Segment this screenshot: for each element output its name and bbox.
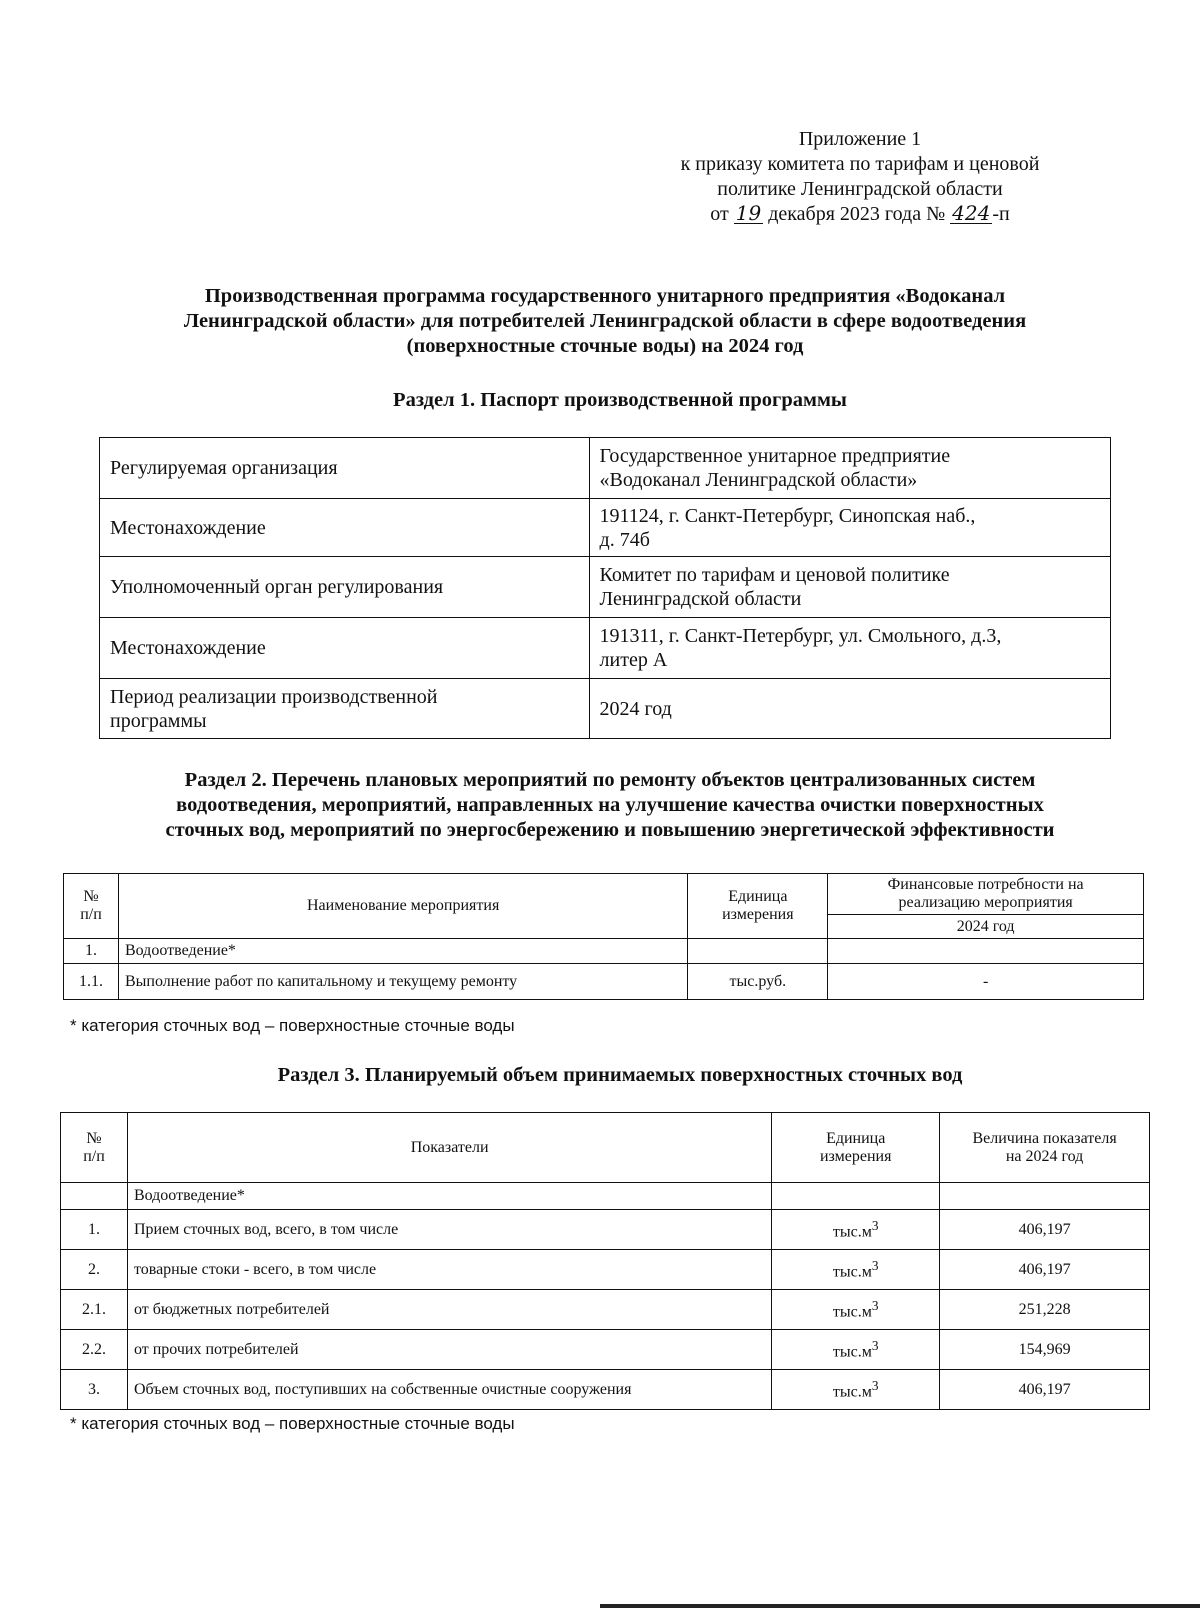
header-line: Единица (826, 1129, 886, 1147)
table-row (64, 939, 1144, 964)
cell-value (828, 939, 1144, 964)
cell-num: 2.1. (61, 1290, 128, 1330)
title-line-3: (поверхностные сточные воды) на 2024 год (406, 335, 804, 357)
cell-num: 3. (61, 1370, 128, 1410)
cell-value (940, 1183, 1150, 1210)
measures-table (63, 873, 1144, 1000)
cell-value: 406,197 (940, 1210, 1150, 1250)
unit-base: тыс.м (832, 1303, 872, 1321)
header-line: на 2024 год (1005, 1147, 1084, 1165)
header-line: Величина показателя (972, 1129, 1117, 1147)
appendix-header (560, 127, 1160, 227)
cell-num (61, 1183, 128, 1210)
col-header-value (940, 1113, 1150, 1183)
cell-unit (772, 1330, 940, 1370)
cell-value: 251,228 (940, 1290, 1150, 1330)
cell-num: 2.2. (61, 1330, 128, 1370)
passport-value-line: 191311, г. Санкт-Петербург, ул. Смольного, д.3, (599, 625, 1002, 647)
unit-base: тыс.м (832, 1223, 872, 1241)
passport-value (589, 557, 1110, 618)
appendix-date-line (560, 202, 1160, 227)
title-line-1: Производственная программа государственного унитарного предприятия «Водоканал (204, 285, 1006, 307)
passport-label-line: программы (110, 709, 207, 732)
document-title (100, 284, 1110, 359)
col-header-num (64, 874, 119, 939)
unit-exp: 3 (871, 1258, 879, 1274)
passport-label: Регулируемая организация (100, 438, 590, 499)
col-header-name: Наименование мероприятия (118, 874, 687, 939)
col-header-financial (828, 874, 1144, 915)
header-line: Финансовые потребности на (887, 876, 1084, 893)
appendix-line-3: политике Ленинградской области (717, 178, 1003, 200)
cell-num: 2. (61, 1250, 128, 1290)
passport-value-line: Государственное унитарное предприятие (599, 445, 951, 467)
table-row (64, 964, 1144, 1000)
passport-value-line: «Водоканал Ленинградской области» (599, 469, 918, 491)
table-row (61, 1183, 1150, 1210)
passport-value (589, 618, 1110, 679)
header-line: п/п (83, 1147, 105, 1165)
passport-value-line: Комитет по тарифам и ценовой политике (599, 564, 950, 586)
passport-label: Местонахождение (100, 618, 590, 679)
section-3-heading: Раздел 3. Планируемый объем принимаемых поверхностных сточных вод (277, 1064, 963, 1086)
section-2-footnote: * категория сточных вод – поверхностные сточные воды (70, 1016, 515, 1035)
cell-unit (772, 1250, 940, 1290)
cell-name: от бюджетных потребителей (127, 1290, 771, 1330)
table-row (100, 618, 1111, 679)
cell-name: Водоотведение* (118, 939, 687, 964)
cell-unit (772, 1370, 940, 1410)
unit-base: тыс.м (832, 1263, 872, 1281)
passport-value-line: Ленинградской области (599, 588, 802, 610)
appendix-line-1: Приложение 1 (798, 128, 922, 150)
table-row (61, 1330, 1150, 1370)
cell-name: от прочих потребителей (127, 1330, 771, 1370)
col-header-year: 2024 год (828, 915, 1144, 939)
passport-value: 2024 год (589, 679, 1110, 739)
col-header-indicators: Показатели (127, 1113, 771, 1183)
passport-value (589, 499, 1110, 557)
header-line: реализацию мероприятия (898, 894, 1073, 911)
table-row (61, 1370, 1150, 1410)
col-header-num (61, 1113, 128, 1183)
col-header-unit (688, 874, 828, 939)
cell-value: 406,197 (940, 1370, 1150, 1410)
header-line: п/п (80, 906, 102, 923)
passport-value-line: литер А (599, 649, 668, 671)
header-line: измерения (722, 906, 794, 923)
cell-num: 1. (64, 939, 119, 964)
unit-base: тыс.м (832, 1383, 872, 1401)
cell-unit (772, 1210, 940, 1250)
passport-label (100, 679, 590, 739)
appendix-line-2: к приказу комитета по тарифам и ценовой (680, 153, 1040, 175)
section-2-heading (60, 768, 1160, 843)
unit-exp: 3 (871, 1298, 879, 1314)
unit-exp: 3 (871, 1218, 879, 1234)
unit-exp: 3 (871, 1338, 879, 1354)
date-prefix: от (710, 203, 729, 225)
scan-edge-line (600, 1604, 1200, 1608)
handwritten-day: 19 (735, 201, 762, 225)
table-row (61, 1210, 1150, 1250)
table-header-row (61, 1113, 1150, 1183)
cell-unit (772, 1290, 940, 1330)
passport-value-line: 191124, г. Санкт-Петербург, Синопская наб., (599, 504, 976, 527)
cell-name: товарные стоки - всего, в том числе (127, 1250, 771, 1290)
cell-group-label: Водоотведение* (127, 1183, 771, 1210)
header-line: Единица (728, 888, 788, 905)
table-row (100, 438, 1111, 499)
header-line: № (86, 1129, 102, 1147)
cell-name: Объем сточных вод, поступивших на собственные очистные сооружения (127, 1370, 771, 1410)
passport-label: Уполномоченный орган регулирования (100, 557, 590, 618)
col-header-unit (772, 1113, 940, 1183)
table-row (100, 557, 1111, 618)
section-1-heading: Раздел 1. Паспорт производственной программы (393, 389, 847, 411)
cell-value: - (828, 964, 1144, 1000)
cell-unit: тыс.руб. (688, 964, 828, 1000)
volume-table (60, 1112, 1150, 1410)
section-2-heading-line: водоотведения, мероприятий, направленных на улучшение качества очистки поверхностных (176, 794, 1044, 816)
cell-num: 1.1. (64, 964, 119, 1000)
section-3-footnote: * категория сточных вод – поверхностные сточные воды (70, 1414, 515, 1433)
title-line-2: Ленинградской области» для потребителей Ленинградской области в сфере водоотведения (183, 310, 1027, 332)
passport-value (589, 438, 1110, 499)
section-2-heading-line: Раздел 2. Перечень плановых мероприятий по ремонту объектов централизованных систем (184, 769, 1036, 791)
cell-unit (688, 939, 828, 964)
table-header-row (64, 874, 1144, 915)
table-row (61, 1250, 1150, 1290)
number-suffix: -п (992, 203, 1010, 225)
header-line: № (83, 888, 99, 905)
passport-label-line: Период реализации производственной (110, 685, 438, 708)
table-row (61, 1290, 1150, 1330)
cell-value: 154,969 (940, 1330, 1150, 1370)
passport-label: Местонахождение (100, 499, 590, 557)
date-middle: декабря 2023 года № (768, 203, 946, 225)
passport-value-line: д. 74б (599, 528, 650, 551)
cell-name: Выполнение работ по капитальному и текущему ремонту (118, 964, 687, 1000)
passport-table (99, 437, 1111, 739)
table-row (100, 499, 1111, 557)
handwritten-number: 424 (952, 201, 991, 225)
cell-value: 406,197 (940, 1250, 1150, 1290)
unit-base: тыс.м (832, 1343, 872, 1361)
section-2-heading-line: сточных вод, мероприятий по энергосбережению и повышению энергетической эффективности (165, 819, 1055, 841)
cell-unit (772, 1183, 940, 1210)
unit-exp: 3 (871, 1378, 879, 1394)
header-line: измерения (819, 1147, 892, 1165)
cell-name: Прием сточных вод, всего, в том числе (127, 1210, 771, 1250)
cell-num: 1. (61, 1210, 128, 1250)
table-row (100, 679, 1111, 739)
